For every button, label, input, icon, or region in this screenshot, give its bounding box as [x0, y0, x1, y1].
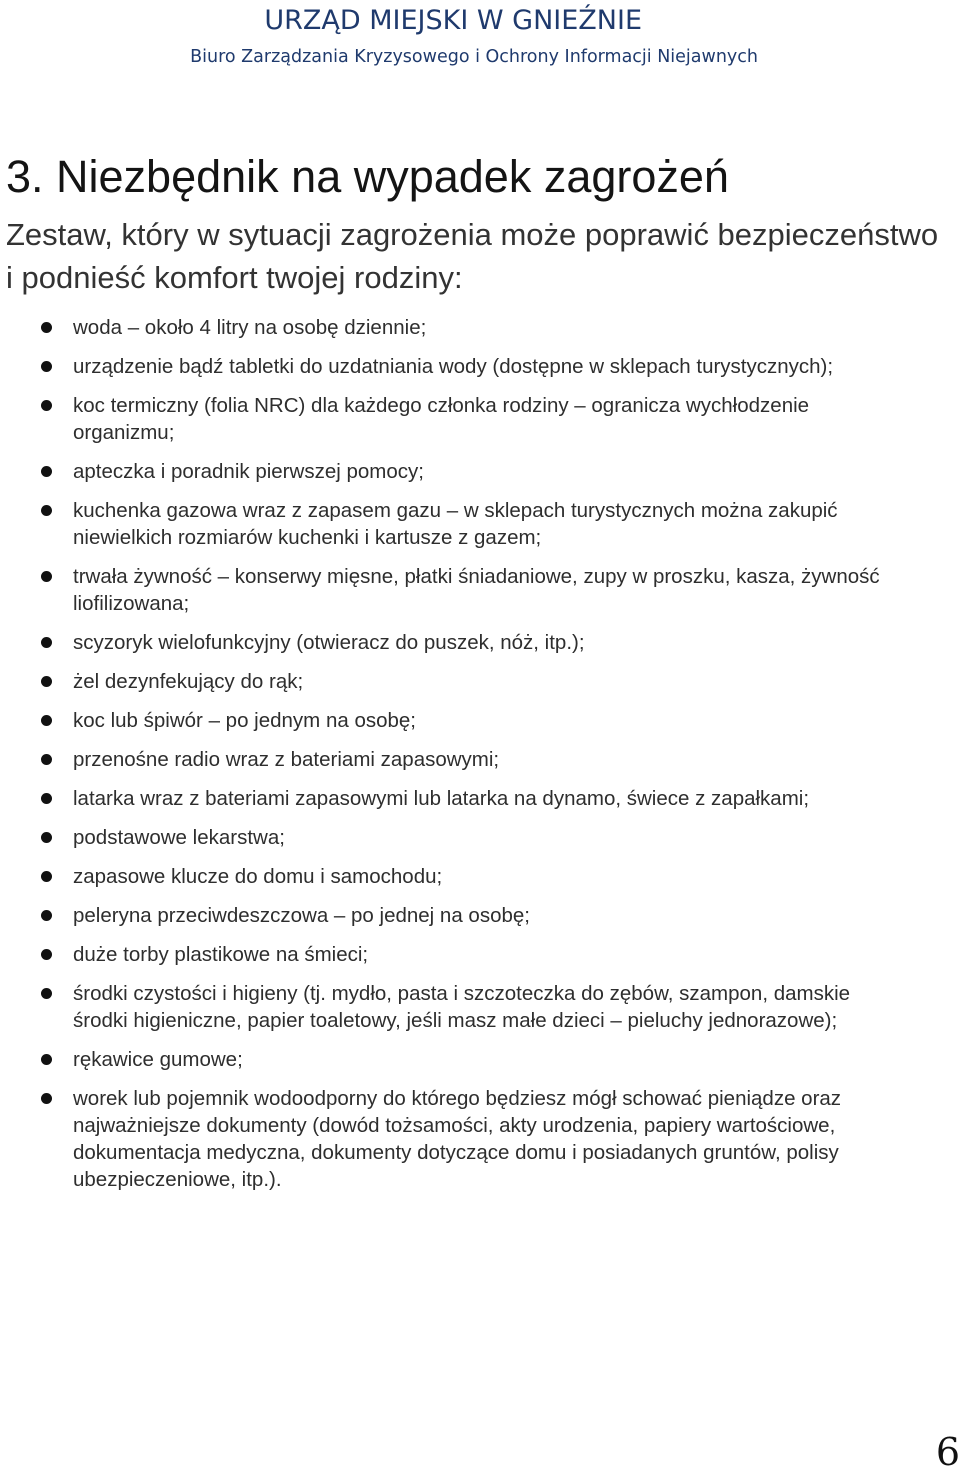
- list-item-text: rękawice gumowe;: [73, 1048, 243, 1071]
- supply-list: [0, 314, 960, 1205]
- list-item-text: żel dezynfekujący do rąk;: [73, 670, 304, 693]
- bullet-icon: [41, 988, 52, 999]
- section-title: 3. Niezbędnik na wypadek zagrożeń: [6, 151, 729, 202]
- list-item-text: worek lub pojemnik wodoodporny do którego będziesz mógł schować pieniądze oraz najważniejsze dokumenty (dowód tożsamości, akty urodzenia, papiery wartościowe, dokumentacja medyczna, dokumenty dotyczące domu i posiadanych gruntów, polisy ubezpieczeniowe, itp.).: [73, 1087, 842, 1191]
- bullet-icon: [41, 571, 52, 582]
- bullet-icon: [41, 949, 52, 960]
- list-item: [0, 392, 960, 446]
- header-department-name: Biuro Zarządzania Kryzysowego i Ochrony Informacji Niejawnych: [190, 47, 758, 67]
- list-item-text: latarka wraz z bateriami zapasowymi lub latarka na dynamo, świece z zapałkami;: [73, 787, 810, 810]
- list-item-text: duże torby plastikowe na śmieci;: [73, 943, 369, 966]
- list-item: [0, 563, 960, 617]
- list-item: [0, 863, 960, 890]
- list-item: [0, 941, 960, 968]
- bullet-icon: [41, 832, 52, 843]
- bullet-icon: [41, 676, 52, 687]
- bullet-icon: [41, 715, 52, 726]
- list-item: [0, 1046, 960, 1073]
- list-item: [0, 458, 960, 485]
- page-number: 6: [935, 1430, 960, 1474]
- list-item-text: trwała żywność – konserwy mięsne, płatki śniadaniowe, zupy w proszku, kasza, żywność liofilizowana;: [73, 565, 880, 615]
- list-item-text: woda – około 4 litry na osobę dziennie;: [73, 316, 427, 339]
- list-item-text: podstawowe lekarstwa;: [73, 826, 285, 849]
- list-item: [0, 746, 960, 773]
- bullet-icon: [41, 754, 52, 765]
- section-intro: Zestaw, który w sytuacji zagrożenia może poprawić bezpieczeństwo i podnieść komfort twojej rodziny:: [6, 217, 939, 295]
- list-item-text: urządzenie bądź tabletki do uzdatniania wody (dostępne w sklepach turystycznych);: [73, 355, 834, 378]
- list-item-text: kuchenka gazowa wraz z zapasem gazu – w sklepach turystycznych można zakupić niewielkich rozmiarów kuchenki i kartusze z gazem;: [73, 499, 838, 549]
- list-item: [0, 980, 960, 1034]
- list-item: [0, 668, 960, 695]
- list-item-text: peleryna przeciwdeszczowa – po jednej na osobę;: [73, 904, 530, 927]
- bullet-icon: [41, 1093, 52, 1104]
- bullet-icon: [41, 466, 52, 477]
- bullet-icon: [41, 871, 52, 882]
- list-item-text: scyzoryk wielofunkcyjny (otwieracz do puszek, nóż, itp.);: [73, 631, 585, 654]
- bullet-icon: [41, 361, 52, 372]
- bullet-icon: [41, 400, 52, 411]
- list-item-text: zapasowe klucze do domu i samochodu;: [73, 865, 443, 888]
- header-office-name: URZĄD MIEJSKI W GNIEŹNIE: [264, 5, 642, 36]
- list-item-text: apteczka i poradnik pierwszej pomocy;: [73, 460, 424, 483]
- list-item-text: koc lub śpiwór – po jednym na osobę;: [73, 709, 417, 732]
- bullet-icon: [41, 793, 52, 804]
- bullet-icon: [41, 637, 52, 648]
- list-item: [0, 1085, 960, 1193]
- list-item: [0, 314, 960, 341]
- list-item: [0, 902, 960, 929]
- bullet-icon: [41, 322, 52, 333]
- bullet-icon: [41, 505, 52, 516]
- bullet-icon: [41, 910, 52, 921]
- bullet-icon: [41, 1054, 52, 1065]
- list-item-text: koc termiczny (folia NRC) dla każdego członka rodziny – ogranicza wychłodzenie organizmu;: [73, 394, 810, 444]
- list-item: [0, 353, 960, 380]
- list-item: [0, 629, 960, 656]
- list-item-text: przenośne radio wraz z bateriami zapasowymi;: [73, 748, 500, 771]
- list-item: [0, 824, 960, 851]
- list-item: [0, 497, 960, 551]
- list-item-text: środki czystości i higieny (tj. mydło, pasta i szczoteczka do zębów, szampon, damskie środki higieniczne, papier toaletowy, jeśli masz małe dzieci – pieluchy jednorazowe);: [73, 982, 851, 1032]
- list-item: [0, 785, 960, 812]
- list-item: [0, 707, 960, 734]
